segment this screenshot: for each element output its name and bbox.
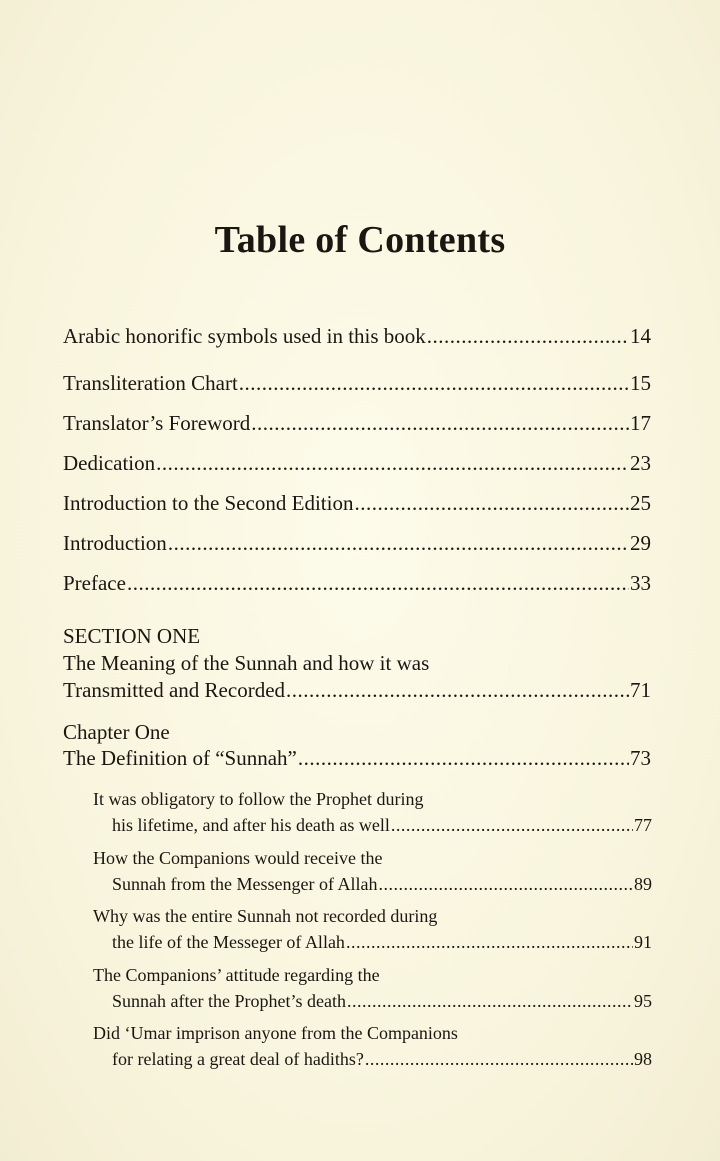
toc-entry-label: his lifetime, and after his death as well: [112, 815, 390, 835]
leader-dots: [156, 451, 629, 476]
toc-entry-page: 29: [630, 531, 651, 555]
leader-dots: [354, 491, 629, 516]
toc-entry-page: 98: [634, 1049, 652, 1069]
leader-dots: [127, 571, 629, 596]
leader-dots: [365, 1049, 633, 1070]
toc-entry-page: 33: [630, 571, 651, 595]
leader-dots: [347, 991, 633, 1012]
leader-dots: [251, 411, 629, 436]
toc-entry-page: 73: [630, 746, 651, 770]
toc-entry-page: 14: [630, 324, 651, 348]
toc-entry-chapter-one[interactable]: [63, 746, 651, 771]
toc-entry-page: 15: [630, 371, 651, 395]
section-heading: SECTION ONE: [63, 624, 201, 648]
toc-subentry-umar-imprison[interactable]: [112, 1049, 652, 1070]
sub-entry-first-line: It was obligatory to follow the Prophet during: [93, 789, 424, 809]
toc-entry-page: 25: [630, 491, 651, 515]
toc-entry-label: Transmitted and Recorded: [63, 678, 286, 702]
toc-entry-label: Preface: [63, 571, 126, 595]
leader-dots: [298, 746, 629, 771]
toc-entry-label: Introduction to the Second Edition: [63, 491, 354, 515]
toc-entry-translators-foreword[interactable]: [63, 411, 651, 436]
toc-subentry-not-recorded[interactable]: [112, 932, 652, 953]
toc-entry-label: for relating a great deal of hadiths?: [112, 1049, 364, 1069]
toc-entry-intro-second-edition[interactable]: [63, 491, 651, 516]
page-title: Table of Contents: [214, 219, 506, 261]
chapter-heading: Chapter One: [63, 720, 170, 744]
sub-entry-first-line: How the Companions would receive the: [93, 848, 383, 868]
toc-entry-introduction[interactable]: [63, 531, 651, 556]
toc-entry-page: 91: [634, 932, 652, 952]
toc-entry-label: Sunnah after the Prophet’s death: [112, 991, 346, 1011]
sub-entry-first-line: Did ‘Umar imprison anyone from the Companions: [93, 1023, 458, 1043]
toc-entry-page: 71: [630, 678, 651, 702]
toc-entry-dedication[interactable]: [63, 451, 651, 476]
toc-entry-section-one[interactable]: [63, 678, 651, 703]
section-title-line: The Meaning of the Sunnah and how it was: [63, 651, 430, 675]
toc-entry-label: Transliteration Chart: [63, 371, 238, 395]
toc-entry-label: Sunnah from the Messenger of Allah: [112, 874, 378, 894]
leader-dots: [168, 531, 629, 556]
sub-entry-first-line: The Companions’ attitude regarding the: [93, 965, 380, 985]
toc-entry-page: 77: [634, 815, 652, 835]
leader-dots: [346, 932, 633, 953]
leader-dots: [286, 678, 629, 703]
leader-dots: [391, 815, 633, 836]
toc-entry-label: the life of the Messeger of Allah: [112, 932, 345, 952]
toc-entry-label: Introduction: [63, 531, 167, 555]
toc-entry-page: 89: [634, 874, 652, 894]
toc-subentry-companions-receive[interactable]: [112, 874, 652, 895]
sub-entry-first-line: Why was the entire Sunnah not recorded during: [93, 906, 438, 926]
toc-entry-page: 23: [630, 451, 651, 475]
toc-entry-label: Translator’s Foreword: [63, 411, 251, 435]
toc-subentry-obligatory[interactable]: [112, 815, 652, 836]
toc-entry-label: Arabic honorific symbols used in this book: [63, 324, 426, 348]
toc-entry-arabic-symbols[interactable]: [63, 324, 651, 349]
toc-entry-label: The Definition of “Sunnah”: [63, 746, 297, 770]
leader-dots: [239, 371, 629, 396]
toc-entry-page: 95: [634, 991, 652, 1011]
toc-entry-page: 17: [630, 411, 651, 435]
toc-entry-preface[interactable]: [63, 571, 651, 596]
leader-dots: [378, 874, 633, 895]
toc-entry-transliteration-chart[interactable]: [63, 371, 651, 396]
toc-subentry-companions-attitude[interactable]: [112, 991, 652, 1012]
toc-entry-label: Dedication: [63, 451, 156, 475]
leader-dots: [427, 324, 629, 349]
